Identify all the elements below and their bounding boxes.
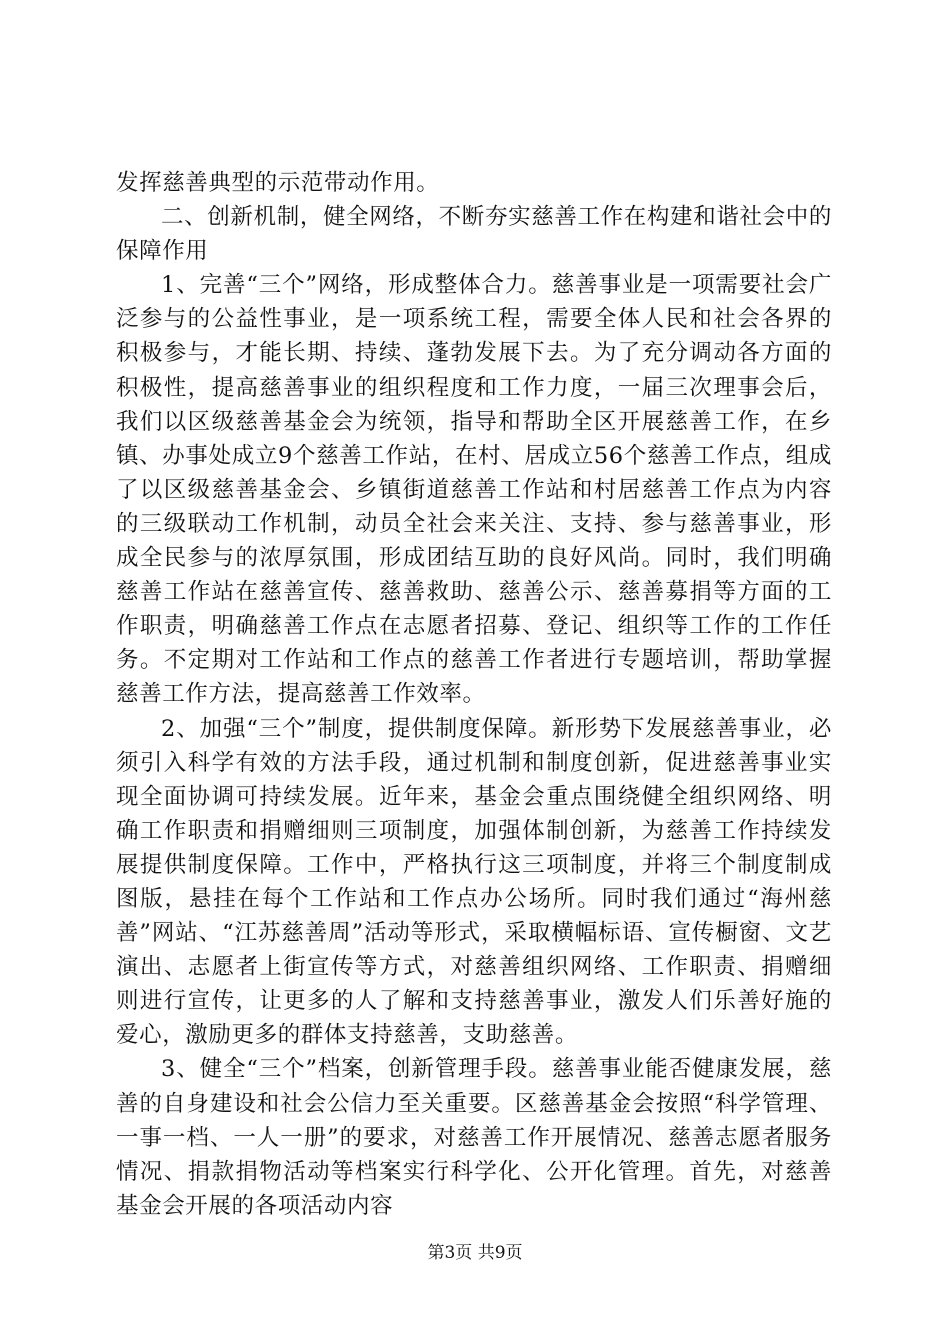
- body-paragraph: 1、完善“三个”网络，形成整体合力。慈善事业是一项需要社会广泛参与的公益性事业，是一项系统工程，需要全体人民和社会各界的积极参与，才能长期、持续、蓬勃发展下去。为了充分调动各方面的积极性，提高慈善事业的组织程度和工作力度，一届三次理事会后，我们以区级慈善基金会为统领，指导和帮助全区开展慈善工作，在乡镇、办事处成立9个慈善工作站，在村、居成立56个慈善工作点，组成了以区级慈善基金会、乡镇街道慈善工作站和村居慈善工作点为内容的三级联动工作机制，动员全社会来关注、支持、参与慈善事业，形成全民参与的浓厚氛围，形成团结互助的良好风尚。同时，我们明确慈善工作站在慈善宣传、慈善救助、慈善公示、慈善募捐等方面的工作职责，明确慈善工作点在志愿者招募、登记、组织等工作的工作任务。不定期对工作站和工作点的慈善工作者进行专题培训，帮助掌握慈善工作方法，提高慈善工作效率。: [116, 272, 832, 708]
- continuation-paragraph: 发挥慈善典型的示范带动作用。: [116, 170, 440, 196]
- body-paragraph: 3、健全“三个”档案，创新管理手段。慈善事业能否健康发展，慈善的自身建设和社会公信力至关重要。区慈善基金会按照“科学管理、一事一档、一人一册”的要求，对慈善工作开展情况、慈善志愿者服务情况、捐款捐物活动等档案实行科学化、公开化管理。首先，对慈善基金会开展的各项活动内容: [116, 1056, 832, 1219]
- document-body: [116, 166, 832, 1223]
- page-number-footer: 第3页 共9页: [427, 1243, 523, 1263]
- section-heading: 二、创新机制，健全网络，不断夯实慈善工作在构建和谐社会中的保障作用: [116, 204, 832, 265]
- body-paragraph: 2、加强“三个”制度，提供制度保障。新形势下发展慈善事业，必须引入科学有效的方法手段，通过机制和制度创新，促进慈善事业实现全面协调可持续发展。近年来，基金会重点围绕健全组织网络、明确工作职责和捐赠细则三项制度，加强体制创新，为慈善工作持续发展提供制度保障。工作中，严格执行这三项制度，并将三个制度制成图版，悬挂在每个工作站和工作点办公场所。同时我们通过“海州慈善”网站、“江苏慈善周”活动等形式，采取横幅标语、宣传橱窗、文艺演出、志愿者上街宣传等方式，对慈善组织网络、工作职责、捐赠细则进行宣传，让更多的人了解和支持慈善事业，激发人们乐善好施的爱心，激励更多的群体支持慈善，支助慈善。: [116, 715, 832, 1049]
